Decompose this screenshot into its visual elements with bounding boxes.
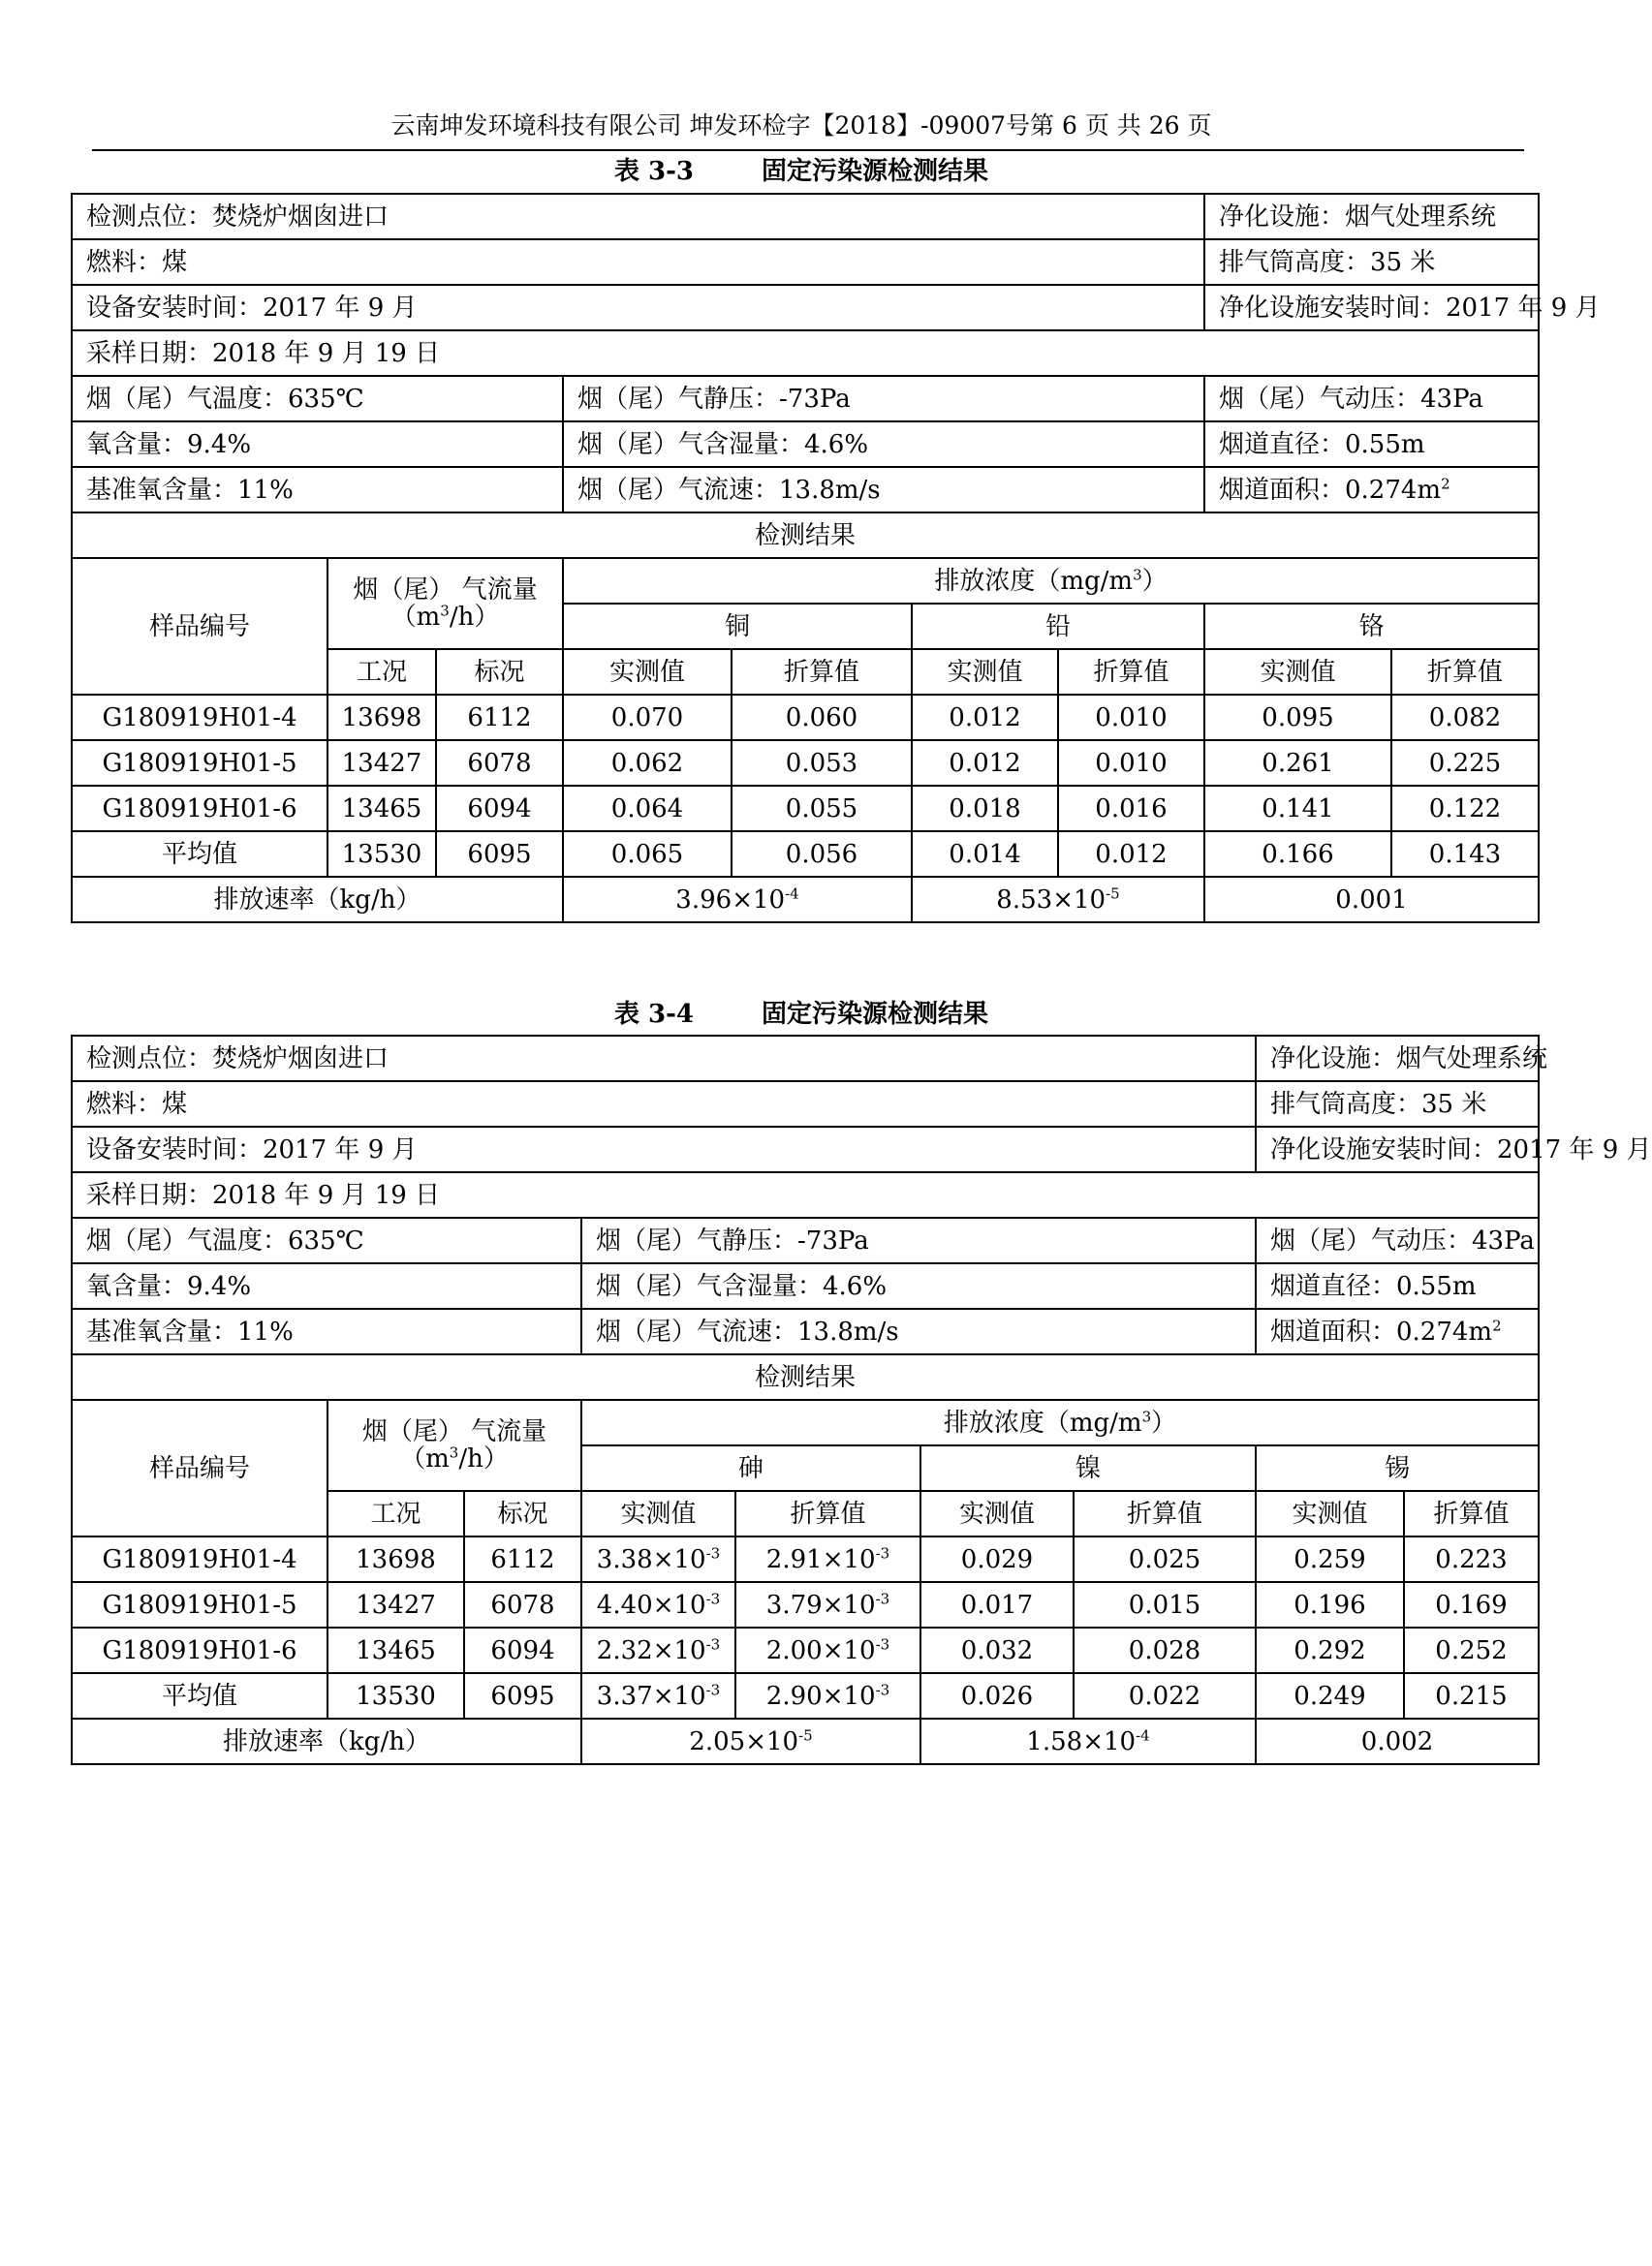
info-duct-area: 烟道面积：$0.274m^2$: [1204, 467, 1539, 512]
rate-value: $1.58\times 10^{-4}$: [920, 1719, 1256, 1764]
measured-header: 实测值: [1256, 1491, 1404, 1537]
info-fuel: 燃料：煤: [72, 1081, 1256, 1127]
info-humidity: 烟（尾）气含湿量：4.6%: [581, 1263, 1256, 1309]
info-duct-diameter: 烟道直径：0.55m: [1204, 421, 1539, 467]
rate-label: 排放速率（kg/h）: [72, 877, 563, 922]
flow-standard: 6095: [436, 831, 563, 877]
flow-condition: 13465: [327, 1628, 464, 1673]
pollutant-header: 砷: [581, 1445, 920, 1491]
value-cell: 0.064: [563, 786, 732, 831]
value-cell: 0.056: [732, 831, 912, 877]
info-gas-temp: 烟（尾）气温度：635℃: [72, 1218, 581, 1263]
value-cell: 0.010: [1058, 695, 1204, 740]
converted-header: 折算值: [1074, 1491, 1256, 1537]
value-cell: $2.32\times 10^{-3}$: [581, 1628, 735, 1673]
table-3-4-title: [0, 999, 1603, 1030]
value-cell: 0.223: [1404, 1537, 1539, 1582]
value-cell: 0.062: [563, 740, 732, 786]
flow-condition: 13530: [327, 1673, 464, 1719]
info-static-pressure: 烟（尾）气静压：-73Pa: [563, 376, 1204, 421]
value-cell: 0.169: [1404, 1582, 1539, 1628]
converted-header: 折算值: [732, 649, 912, 695]
table-number: 表 3-3: [613, 157, 694, 186]
standard-header: 标况: [436, 649, 563, 695]
info-purifier-time: 净化设施安装时间：2017 年 9 月: [1204, 285, 1539, 330]
sample-id: G180919H01-4: [72, 1537, 327, 1582]
value-cell: 0.252: [1404, 1628, 1539, 1673]
sample-id: G180919H01-6: [72, 1628, 327, 1673]
value-cell: 0.261: [1204, 740, 1391, 786]
table-row: [72, 786, 1539, 831]
info-fuel: 燃料：煤: [72, 239, 1204, 285]
measured-header: 实测值: [920, 1491, 1074, 1537]
value-cell: 0.016: [1058, 786, 1204, 831]
table-3-3: [71, 193, 1601, 923]
value-cell: 0.017: [920, 1582, 1074, 1628]
info-dynamic-pressure: 烟（尾）气动压：43Pa: [1256, 1218, 1539, 1263]
value-cell: 0.122: [1391, 786, 1539, 831]
converted-header: 折算值: [735, 1491, 920, 1537]
table-3-4: [71, 1035, 1652, 1765]
value-cell: 0.022: [1074, 1673, 1256, 1719]
info-ref-oxygen: 基准氧含量：11%: [72, 1309, 581, 1354]
info-purifier: 净化设施：烟气处理系统: [1204, 194, 1539, 239]
value-cell: 0.053: [732, 740, 912, 786]
info-dynamic-pressure: 烟（尾）气动压：43Pa: [1204, 376, 1539, 421]
measured-header: 实测值: [581, 1491, 735, 1537]
value-cell: 0.018: [912, 786, 1058, 831]
sample-id: G180919H01-6: [72, 786, 327, 831]
flow-condition: 13698: [327, 695, 436, 740]
info-gas-temp: 烟（尾）气温度：635℃: [72, 376, 563, 421]
info-flow-speed: 烟（尾）气流速：13.8m/s: [563, 467, 1204, 512]
value-cell: 0.225: [1391, 740, 1539, 786]
info-equipment-time: 设备安装时间：2017 年 9 月: [72, 285, 1204, 330]
pollutant-header: 镍: [920, 1445, 1256, 1491]
rate-value: $8.53\times 10^{-5}$: [912, 877, 1204, 922]
measured-header: 实测值: [563, 649, 732, 695]
value-cell: 0.095: [1204, 695, 1391, 740]
value-cell: 0.070: [563, 695, 732, 740]
rate-value: $2.05\times 10^{-5}$: [581, 1719, 920, 1764]
converted-header: 折算值: [1404, 1491, 1539, 1537]
flow-header: 烟（尾） 气流量 $(m^3/h)$: [327, 558, 563, 649]
value-cell: $3.38\times 10^{-3}$: [581, 1537, 735, 1582]
value-cell: $4.40\times 10^{-3}$: [581, 1582, 735, 1628]
value-cell: 0.259: [1256, 1537, 1404, 1582]
value-cell: 0.012: [912, 740, 1058, 786]
converted-header: 折算值: [1058, 649, 1204, 695]
table-3-3-title: [0, 156, 1603, 187]
converted-header: 折算值: [1391, 649, 1539, 695]
info-humidity: 烟（尾）气含湿量：4.6%: [563, 421, 1204, 467]
flow-standard: 6078: [464, 1582, 581, 1628]
value-cell: 0.166: [1204, 831, 1391, 877]
value-cell: 0.082: [1391, 695, 1539, 740]
average-label: 平均值: [72, 1673, 327, 1719]
value-cell: $2.00\times 10^{-3}$: [735, 1628, 920, 1673]
measured-header: 实测值: [1204, 649, 1391, 695]
info-sample-date: 采样日期：2018 年 9 月 19 日: [72, 330, 1539, 376]
average-label: 平均值: [72, 831, 327, 877]
table-row: [72, 695, 1539, 740]
rate-row: [72, 1719, 1539, 1764]
value-cell: 0.029: [920, 1537, 1074, 1582]
info-sample-date: 采样日期：2018 年 9 月 19 日: [72, 1172, 1539, 1218]
value-cell: 0.015: [1074, 1582, 1256, 1628]
rate-label: 排放速率（kg/h）: [72, 1719, 581, 1764]
flow-condition: 13427: [327, 740, 436, 786]
value-cell: 0.032: [920, 1628, 1074, 1673]
value-cell: 0.215: [1404, 1673, 1539, 1719]
condition-header: 工况: [327, 649, 436, 695]
info-oxygen: 氧含量：9.4%: [72, 421, 563, 467]
header-rule: [92, 149, 1524, 151]
value-cell: $3.37\times 10^{-3}$: [581, 1673, 735, 1719]
info-static-pressure: 烟（尾）气静压：-73Pa: [581, 1218, 1256, 1263]
pollutant-header: 锡: [1256, 1445, 1539, 1491]
rate-row: [72, 877, 1539, 922]
info-ref-oxygen: 基准氧含量：11%: [72, 467, 563, 512]
flow-standard: 6112: [436, 695, 563, 740]
info-purifier-time: 净化设施安装时间：2017 年 9 月: [1256, 1127, 1539, 1172]
value-cell: 0.014: [912, 831, 1058, 877]
table-row: [72, 1582, 1539, 1628]
value-cell: 0.292: [1256, 1628, 1404, 1673]
info-stack-height: 排气筒高度：35 米: [1204, 239, 1539, 285]
sample-id: G180919H01-5: [72, 740, 327, 786]
value-cell: 0.025: [1074, 1537, 1256, 1582]
info-equipment-time: 设备安装时间：2017 年 9 月: [72, 1127, 1256, 1172]
value-cell: 0.060: [732, 695, 912, 740]
value-cell: 0.055: [732, 786, 912, 831]
flow-header: 烟（尾） 气流量 $(m^3/h)$: [327, 1400, 581, 1491]
average-row: [72, 831, 1539, 877]
value-cell: 0.012: [912, 695, 1058, 740]
sample-id: G180919H01-5: [72, 1582, 327, 1628]
info-duct-area: 烟道面积：$0.274m^2$: [1256, 1309, 1539, 1354]
standard-header: 标况: [464, 1491, 581, 1537]
info-point: 检测点位：焚烧炉烟囱进口: [72, 194, 1204, 239]
value-cell: 0.028: [1074, 1628, 1256, 1673]
value-cell: 0.141: [1204, 786, 1391, 831]
pollutant-header: 铜: [563, 604, 912, 649]
flow-condition: 13698: [327, 1537, 464, 1582]
value-cell: 0.143: [1391, 831, 1539, 877]
flow-standard: 6112: [464, 1537, 581, 1582]
flow-condition: 13530: [327, 831, 436, 877]
info-oxygen: 氧含量：9.4%: [72, 1263, 581, 1309]
info-duct-diameter: 烟道直径：0.55m: [1256, 1263, 1539, 1309]
measured-header: 实测值: [912, 649, 1058, 695]
value-cell: 0.249: [1256, 1673, 1404, 1719]
info-flow-speed: 烟（尾）气流速：13.8m/s: [581, 1309, 1256, 1354]
rate-value: $3.96\times 10^{-4}$: [563, 877, 912, 922]
rate-value: 0.002: [1256, 1719, 1539, 1764]
flow-condition: 13427: [327, 1582, 464, 1628]
average-row: [72, 1673, 1539, 1719]
sample-no-header: 样品编号: [72, 1400, 327, 1537]
table-row: [72, 740, 1539, 786]
table-caption: 固定污染源检测结果: [762, 1000, 989, 1029]
value-cell: $3.79\times 10^{-3}$: [735, 1582, 920, 1628]
results-heading: 检测结果: [72, 1354, 1539, 1400]
rate-value: 0.001: [1204, 877, 1539, 922]
flow-standard: 6095: [464, 1673, 581, 1719]
pollutant-header: 铅: [912, 604, 1204, 649]
flow-standard: 6078: [436, 740, 563, 786]
value-cell: 0.026: [920, 1673, 1074, 1719]
flow-condition: 13465: [327, 786, 436, 831]
value-cell: $2.90\times 10^{-3}$: [735, 1673, 920, 1719]
info-point: 检测点位：焚烧炉烟囱进口: [72, 1036, 1256, 1081]
flow-standard: 6094: [436, 786, 563, 831]
condition-header: 工况: [327, 1491, 464, 1537]
table-number: 表 3-4: [613, 1000, 694, 1029]
sample-no-header: 样品编号: [72, 558, 327, 695]
table-row: [72, 1537, 1539, 1582]
page-header: 云南坤发环境科技有限公司 坤发环检字【2018】-09007号第 6 页 共 26 页: [390, 111, 1212, 140]
concentration-header: 排放浓度$(mg/m^3)$: [563, 558, 1539, 604]
value-cell: 0.010: [1058, 740, 1204, 786]
pollutant-header: 铬: [1204, 604, 1539, 649]
flow-standard: 6094: [464, 1628, 581, 1673]
sample-id: G180919H01-4: [72, 695, 327, 740]
table-row: [72, 1628, 1539, 1673]
results-heading: 检测结果: [72, 512, 1539, 558]
value-cell: 0.012: [1058, 831, 1204, 877]
info-stack-height: 排气筒高度：35 米: [1256, 1081, 1539, 1127]
concentration-header: 排放浓度$(mg/m^3)$: [581, 1400, 1539, 1445]
info-purifier: 净化设施：烟气处理系统: [1256, 1036, 1539, 1081]
value-cell: 0.196: [1256, 1582, 1404, 1628]
table-caption: 固定污染源检测结果: [762, 157, 989, 186]
value-cell: 0.065: [563, 831, 732, 877]
value-cell: $2.91\times 10^{-3}$: [735, 1537, 920, 1582]
